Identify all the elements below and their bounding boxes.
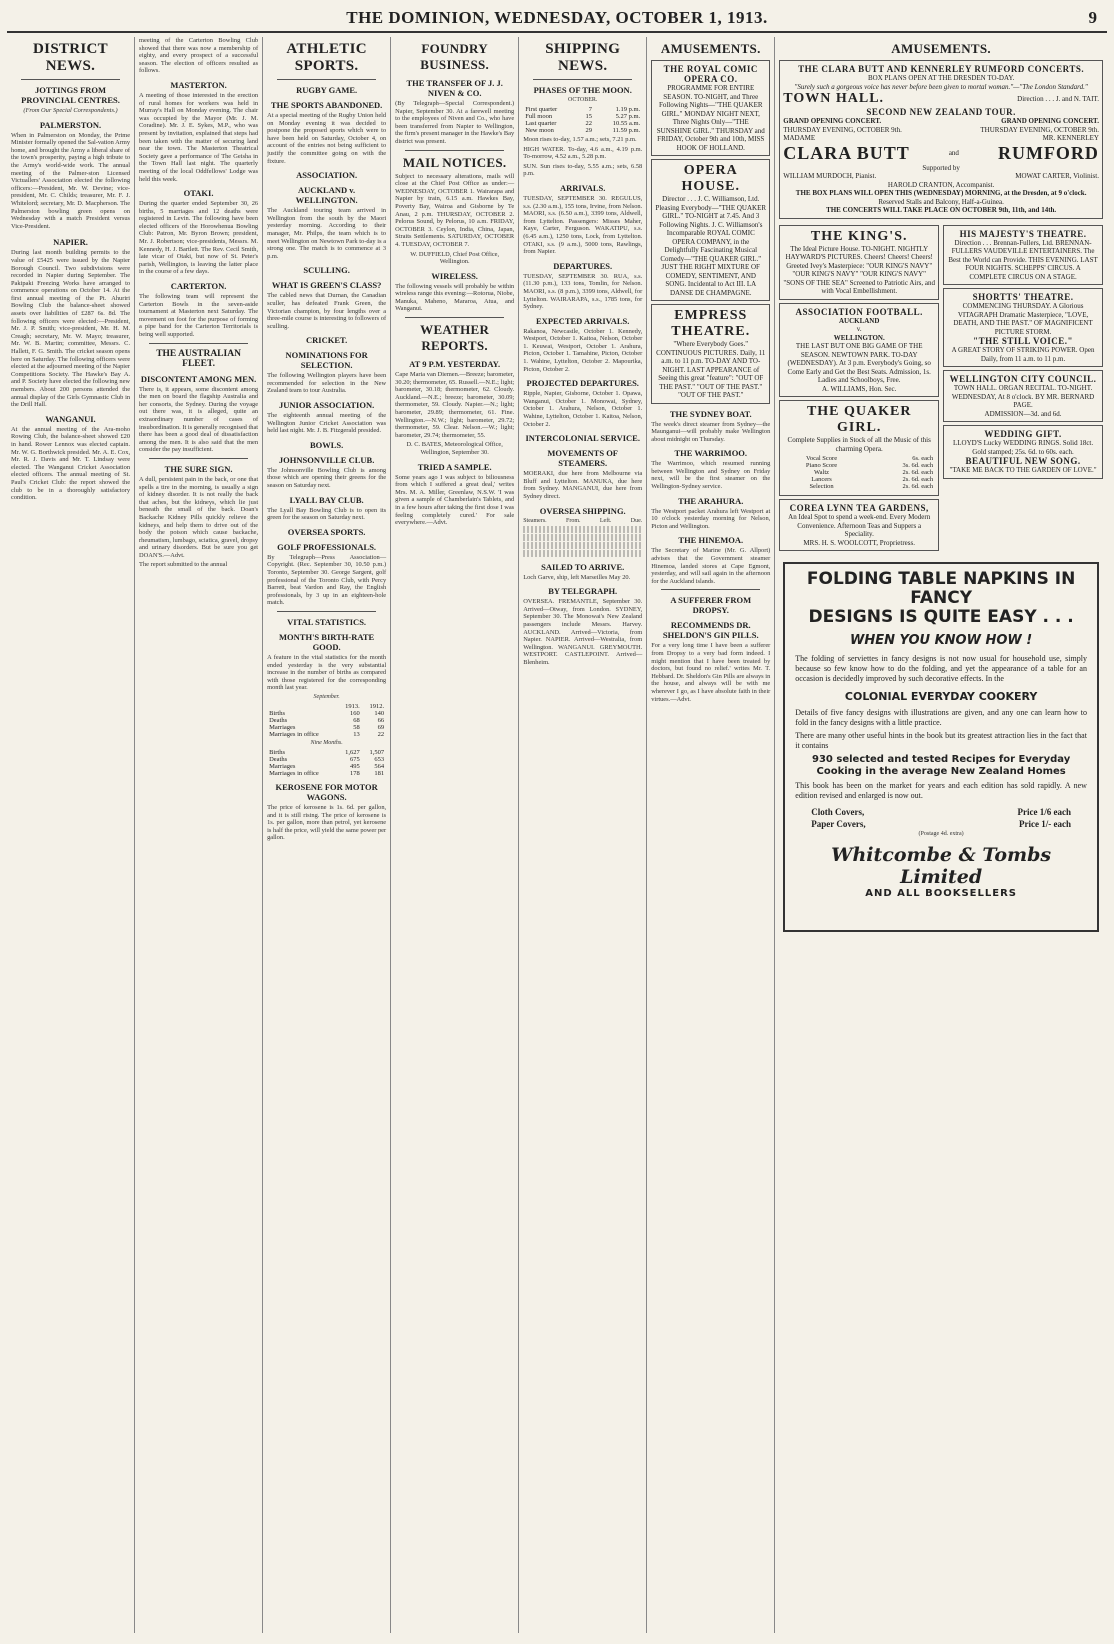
ad-headline: FOLDING TABLE NAPKINS IN FANCY	[806, 569, 1076, 608]
projected-heading: PROJECTED DEPARTURES.	[526, 378, 639, 389]
table-cell: 1,627	[345, 748, 360, 756]
thursday-date: THURSDAY EVENING, OCTOBER 9th.	[980, 125, 1099, 134]
weather-subheading: AT 9 P.M. YESTERDAY.	[409, 359, 501, 370]
murdoch: WILLIAM MURDOCH, Pianist.	[783, 172, 877, 180]
artist-labels-row	[783, 134, 1099, 143]
column-foundry-mail	[391, 37, 519, 1633]
ad-text: Details of five fancy designs with illustrations are given, and any one can learn how to fold in the fancy designs with a little practice.	[795, 708, 1087, 727]
divider	[21, 79, 120, 80]
article-text: When in Palmerston on Monday, the Prime Minister formally opened the Sal-vation Army home, and brought the Army a liberal share of the town's prosperity, paying a high tribute to the Army's world-wide work. The annual meeting of the Palmer-ston Licensed Victuallers' Association elected the following officers:—President, Mr. W. Devine; vice-president, Mr. C. Childs; treasurer, Mr. F. J. Whitelord; secretary, Mr. D. Macpherson. The Palmerston bowling green opens on Wednesday with a match President versus Vice-President.	[11, 131, 131, 230]
ad-title: OPERA HOUSE.	[681, 163, 741, 194]
tried-heading: TRIED A SAMPLE.	[417, 461, 492, 472]
paper-price: Price 1/- each	[1018, 819, 1071, 829]
bowls-heading: BOWLS.	[309, 439, 344, 450]
stats-table-nine-months	[267, 749, 386, 777]
stats-label: September.	[313, 693, 340, 700]
article-text: The following vessels will probably be within wireless range this evening:—Rotorua, Niobe, Manuka, Maheno, Mararoa, Atua, and Wanganui.	[395, 282, 515, 313]
ad-text: A GREAT STORY OF STRIKING POWER. Open Daily, from 11 a.m. to 11 p.m.	[951, 346, 1095, 363]
table-row	[523, 550, 642, 557]
madame-label: MADAME	[783, 134, 816, 142]
arrivals-heading: ARRIVALS.	[559, 182, 606, 193]
article-text: The price of kerosene is 1s. 6d. per gallon, and it is still rising. The price of kerosene is 1s. per gallon, more than petrol, yet kerosene is half the price, will yield the same power per gallon.	[267, 803, 387, 842]
table-row	[523, 113, 642, 120]
table-cell: 5.27 p.m.	[615, 113, 641, 120]
table-cell: Lancers	[811, 476, 832, 483]
table-cell: First quarter	[525, 106, 558, 113]
expected-heading: EXPECTED ARRIVALS.	[536, 315, 630, 326]
table-row	[267, 717, 386, 724]
article-text: The week's direct steamer from Sydney—the Maunganui—will probably make Wellington about midnight on Thursday.	[651, 420, 771, 443]
weather-heading: WEATHER REPORTS.	[420, 322, 490, 354]
sydney-heading: THE SYDNEY BOAT.	[669, 408, 752, 419]
ad-signature: A. WILLIAMS, Hon. Sec.	[822, 384, 897, 393]
ad-text: There are many other useful hints in the book but its greatest attraction lies in the fact that it contains	[795, 731, 1087, 750]
ad-title: EMPRESS THEATRE.	[671, 308, 751, 339]
ad-title: THE ROYAL COMIC OPERA CO.	[663, 64, 758, 84]
article-text: The following Wellington players have been recommended for selection in the New Zealand team to tour Australia.	[267, 372, 387, 395]
moon-table	[523, 106, 642, 134]
price-row	[811, 819, 1071, 829]
table-row	[267, 763, 386, 770]
ad-title: THE CLARA BUTT AND KENNERLEY RUMFORD CONCERTS.	[798, 64, 1085, 74]
article-text: The Warrimoo, which resumed running between Wellington and Sydney on Friday next, will be the first steamer on the Wellington-Sydney service.	[651, 460, 771, 491]
ad-director: Director . . . J. C. Williamson, Ltd.	[662, 195, 760, 203]
town-heading: WANGANUI.	[45, 413, 96, 424]
article-text: A meeting of those interested in the erection of rural homes for workers was held in Murray's Hall on Monday evening. The chair was occupied by the Mayor (Mr. J. M. Coradine). Mr. J. E. Sykes, M.P., who was present by invitation, explained that steps had been taken with the matter of securing land near the town. The Masterton Theatrical Society gave a performance of The Geisha in the Town Hall last night. The quarterly meeting of the local Oddfellows' Lodge was held this week.	[139, 91, 259, 183]
table-cell: 7	[588, 106, 593, 113]
ad-title: COREA LYNN TEA GARDENS,	[789, 503, 929, 513]
article-text: The Lyall Bay Bowling Club is to open its green for the season on Saturday next.	[267, 506, 387, 522]
fleet-heading: THE AUSTRALIAN FLEET.	[156, 348, 241, 369]
town-heading: NAPIER.	[53, 237, 88, 248]
section-heading: AMUSEMENTS.	[660, 41, 761, 56]
table-cell: 178	[350, 769, 360, 777]
ad-text: Complete Supplies in Stock of all the Music of this charming Opera.	[787, 436, 931, 453]
section-heading: SHIPPING NEWS.	[545, 41, 621, 74]
town-heading: PALMERSTON.	[39, 119, 102, 130]
bowls-subheading: JOHNSONVILLE CLUB.	[278, 454, 375, 465]
article-text: The Westport packet Arahura left Westport at 10 o'clock yesterday morning for Nelson, Picton and Wellington.	[651, 507, 771, 530]
article-text: OVERSEA. FREMANTLE, September 30. Arrived—Otway, from London. SYDNEY, September 30. The Monowai's New Zealand passengers include Messrs. Harvey. AUCKLAND. Arrived—Victoria, from Napier. NAPIER. Arrived—Westralia, from Wellington. WANGANUI. GREYMOUTH. WESTPORT. CASTLEPOINT. Arrived—Blenheim.	[523, 598, 643, 666]
table-row	[523, 534, 642, 541]
divider	[277, 79, 376, 80]
junior-heading: JUNIOR ASSOCIATION.	[278, 400, 375, 411]
ad-text: The folding of serviettes in fancy designs is not now usual for household use, simply because so few know how to do the folding, and yet the appearance of a table for an occasion is decidedly improved by such decorative effects. In the	[795, 654, 1087, 683]
sure-sign-heading: THE SURE SIGN.	[164, 463, 233, 474]
table-row	[523, 106, 642, 113]
subheading: JOTTINGS FROM PROVINCIAL CENTRES.	[21, 85, 120, 105]
table-cell: Vocal Score	[805, 455, 838, 462]
moon-rises: Moon rises to-day, 1.57 a.m.; sets, 7.21 p.m.	[523, 136, 637, 143]
warrimoo-heading: THE WARRIMOO.	[674, 448, 748, 459]
town-heading: OTAKI.	[183, 188, 214, 199]
ad-title: SHORTTS' THEATRE.	[972, 292, 1074, 302]
vital-heading: VITAL STATISTICS.	[287, 616, 367, 627]
ad-title: THE KING'S.	[810, 228, 908, 244]
ad-subcolumn-left	[779, 222, 939, 555]
table-header: Steamers.	[523, 517, 547, 524]
ad-kings-theatre	[779, 225, 939, 300]
sailed-heading: SAILED TO ARRIVE.	[541, 561, 625, 572]
table-header: Due.	[630, 517, 643, 524]
lyall-heading: LYALL BAY CLUB.	[289, 494, 364, 505]
table-cell: 2s. 6d. each	[902, 476, 934, 483]
stats-table-september	[267, 703, 386, 738]
table-cell: 2s. 6d. each	[902, 469, 934, 476]
article-text: The report submitted to the annual	[139, 561, 228, 569]
ad-text: Direction . . . Brennan-Fullers, Ltd. BRENNAN-FULLERS VAUDEVILLE ENTERTAINERS. The Best the World can Provide. THIS EVENING. LAST FOUR NIGHTS. SCHEPPS' CIRCUS. A COMPLETE CIRCUS ON A STAGE.	[948, 238, 1098, 281]
divider	[149, 458, 248, 459]
ad-opera-house	[651, 159, 770, 301]
price-table	[783, 455, 935, 490]
article-text: For a very long time I have been a sufferer from Dropsy to a very bad form indeed. I might mention that I have been treated by doctors, but found no relief.' writes Mr. T. Hebbard. Dr. Sheldon's Gin Pills are always in the house, and always will be with me wherever I go, as I have absolute faith in their virtues.—Advt.	[651, 642, 771, 703]
article-text: meeting of the Carterton Bowling Club showed that there was now a membership of eighty, and every prospect of a successful season. The election of officers resulted as follows.	[139, 37, 259, 75]
article-text: A feature in the vital statistics for the month ended yesterday is the very substantial increase in the number of births as compared with those registered for the corresponding month last year.	[267, 653, 387, 692]
table-cell: 653	[374, 755, 385, 763]
dropsy-heading: A SUFFERER FROM DROPSY.	[670, 595, 752, 616]
article-text: At the annual meeting of the Ara-moho Rowing Club, the balance-sheet showed £20 in hand. Rower Lennox was elected captain. Mr. W. G. Borthwick presided. Mr. A. E. Cox, Mr. R. J. Davis and Mr. T. Lindsay were elected. The Wanganui Cricket Association elected officers. The annual meeting of St. Paul's Cricket Club: the report showed the club to be in a thoroughly satisfactory condition.	[11, 425, 131, 502]
ad-text: This book has been on the market for years and each edition has sold rapidly. A new edition revised and enlarged is now out.	[795, 781, 1087, 800]
table-row	[267, 770, 386, 777]
divider	[277, 611, 376, 612]
article-text: (By Telegraph—Special Correspondent.) Napier, September 30. At a farewell meeting to the employees of Niven and Co., who have been transferred from Napier to Wellington, the firm's present manager in the Hawke's Bay district was present.	[395, 100, 515, 145]
page-number: 9	[1088, 8, 1097, 27]
article-text: By Telegraph—Press Association—Copyright. (Rec. September 30, 10.50 p.m.) Toronto, September 30. George Sargent, golf professional of the Toronto Club, with Percy Barrett, beat Vardon and Ray, the English professionals, by 3 up in an eighteen-hole match.	[267, 553, 387, 607]
table-row	[783, 469, 935, 476]
ad-clara-butt-concert	[779, 60, 1103, 219]
high-water: HIGH WATER. To-day, 4.6 a.m., 4.19 p.m. To-morrow, 4.52 a.m., 5.28 p.m.	[523, 145, 643, 161]
stats-label: Nine Months.	[310, 739, 343, 746]
cloth-price: Price 1/6 each	[1017, 807, 1071, 817]
article-text: During last month building permits to the value of £5425 were issued by the Napier Borough Council. Two subdivisions were recorded in Napier during September. The Pakipaki Freezing Works have arranged to commence operations on October 14. At the first annual meeting of the Pt. Ahuriri Bowling Club the balance-sheet showed assets over liabilities of £287 6s. 8d. The following officers were elected:—President, Mr. J. P. Smith; vice-president, Mr. H. M. Creagh; secretary, Mr. W. Mayo; treasurer, Mr. W. B. Martin; committee, Messrs. C. Hallett, F. G. Smith. The cricket season opens here on Saturday. The following officers were elected at the adjourned meeting of the Napier Competitions Society. The Hawke's Bay A. and P. Society have elected the following new members. About 200 persons attended the annual display of the Girls Gymnastic Club in the Drill Hall.	[11, 249, 131, 409]
cricket-subheading: NOMINATIONS FOR SELECTION.	[285, 350, 368, 371]
table-row	[267, 731, 386, 738]
town-heading: CARTERTON.	[170, 281, 227, 292]
table-cell: Marriages	[269, 762, 296, 770]
hinemoa-heading: THE HINEMOA.	[678, 535, 744, 546]
weather-signature: D. C. BATES, Meteorological Office, Wellington, September 30.	[406, 441, 503, 456]
grand-row	[783, 117, 1099, 126]
divider	[405, 317, 504, 318]
foundry-subheading: THE TRANSFER OF J. J. NIVEN & CO.	[406, 78, 503, 98]
moon-month: OCTOBER.	[568, 97, 598, 103]
ad-text: THE LAST BUT ONE BIG GAME OF THE SEASON. NEWTOWN PARK. TO-DAY (WEDNESDAY). At 3 p.m. Everybody's Going, so Come Early and Get the Best Seats. Admission, 1s. Ladies and Schoolboys, Free.	[787, 342, 931, 384]
table-cell: 181	[374, 769, 385, 777]
ad-his-majestys-theatre	[943, 225, 1103, 286]
ad-text: Pleasing Everybody—"THE QUAKER GIRL." TO-NIGHT at 7.45. And 3 Following Nights. J. C. Williamson's Incomparable ROYAL COMIC OPERA COMPANY, in the Delightfully Fascinating Musical Comedy—"THE QUAKER GIRL." JUST THE RIGHT MIXTURE OF COMEDY, SENTIMENT, AND SONG. Incidental to Act III. LA DANSE DE CHAMPAGNE.	[655, 203, 767, 297]
table-cell: 10.55 a.m.	[612, 120, 641, 127]
table-header: Left.	[599, 517, 612, 524]
section-heading: DISTRICT NEWS.	[33, 41, 108, 74]
table-cell: 68	[353, 716, 360, 724]
table-cell: 495	[350, 762, 360, 770]
wireless-heading: WIRELESS.	[431, 270, 478, 281]
ad-tagline: WHEN YOU KNOW HOW !	[850, 633, 1033, 648]
sculling-subheading: WHAT IS GREEN'S CLASS?	[271, 280, 382, 291]
section-heading: FOUNDRY BUSINESS.	[420, 41, 490, 72]
ad-title: HIS MAJESTY'S THEATRE.	[959, 228, 1087, 239]
song-title: BEAUTIFUL NEW SONG.	[965, 456, 1081, 466]
table-cell: Piano Score	[805, 462, 838, 469]
ad-text: TOWN HALL. ORGAN RECITAL. TO-NIGHT. WEDNESDAY, At 8 o'clock. BY MR. BERNARD PAGE.	[951, 384, 1095, 409]
table-cell: 2s. 6d. each	[902, 483, 934, 490]
article-text: TUESDAY, SEPTEMBER 30. REGULUS, s.s. (2.30 a.m.), 155 tons, Irvine, from Nelson. MAORI, s.s. (6.50 a.m.), 3399 tons, Aldwell, from Lyttelton. Passengers: Misses Maher, Kaye, Carter, Ferguson. WAKATIPU, s.s. (6.45 a.m.), 1250 tons, Lock, from Lyttelton. OTAKI, s.s. (9 a.m.), 5000 tons, Rawlings, from Napier.	[523, 194, 643, 256]
article-text: Cape Maria van Diemen.—Breeze; barometer, 30.20; thermometer, 65. Russell.—N.E.; light; barometer, 30.18; thermometer, 62. Cloudy. Auckland.—N.E.; breeze; barometer, 30.09; thermometer, 59. Cloudy. Napier.—N.; light; barometer, 29.89; thermometer, 61. Fine. Wellington.—N.W.; light; barometer, 29.72; thermometer, 59. Clear. Nelson.—W.; light; barometer, 29.74; thermometer, 55.	[395, 371, 515, 439]
town-direction: Direction . . . J. and N. TAIT.	[1017, 94, 1099, 103]
table-header: 1913.	[345, 702, 360, 710]
box-plans: THE BOX PLANS WILL OPEN THIS (WEDNESDAY) MORNING, at the Dresden, at 9 o'clock.	[795, 189, 1087, 197]
table-cell: 13	[353, 730, 360, 738]
column-district-continued	[135, 37, 263, 1633]
article-text: Subject to necessary alterations, mails will close at the Chief Post Office as under:—WEDNESDAY, OCTOBER 1. Wairarapa and Napier by train, 6.15 a.m. Hawkes Bay, Poverty Bay, Wairoa and Gisborne by Te Anau, 2 p.m. THURSDAY, OCTOBER 2. Pelorus Sound, by Pelorus, 10 a.m. FRIDAY, OCTOBER 3. Ceylon, India, China, Japan, Straits Settlements. SATURDAY, OCTOBER 4. TUESDAY, OCTOBER 7.	[395, 172, 515, 248]
table-header: From.	[566, 517, 581, 524]
table-cell: 15	[585, 113, 593, 120]
moon-heading: PHASES OF THE MOON.	[533, 85, 632, 95]
ad-text: "TAKE ME BACK TO THE GARDEN OF LOVE."	[949, 466, 1097, 474]
ad-text: The Ideal Picture House. TO-NIGHT. NIGHTLY HAYWARD'S PICTURES. Cheers! Cheers! Cheers! Greeted Ivey's Masterpiece: "OUR KING'S NAVY" "OUR KING'S NAVY" "OUR KING'S NAVY" "SONS OF THE SEA" Screened to Patriotic Airs, and with Vocal Embellishment.	[783, 244, 935, 295]
table-row	[783, 483, 935, 490]
table-cell: 22	[585, 120, 593, 127]
table-cell: Last quarter	[525, 120, 557, 127]
rugby-subheading: THE SPORTS ABANDONED.	[270, 100, 383, 110]
paper-label: Paper Covers,	[811, 819, 866, 829]
column-district-news	[7, 37, 135, 1633]
table-cell: 69	[377, 723, 385, 731]
ad-title: ASSOCIATION FOOTBALL.	[795, 306, 923, 317]
thursday-date: THURSDAY EVENING, OCTOBER 9th.	[783, 125, 902, 134]
table-row	[267, 749, 386, 756]
column-amusements-right	[775, 37, 1107, 1633]
table-row	[267, 710, 386, 717]
dropsy-subheading: RECOMMENDS DR. SHELDON'S GIN PILLS.	[662, 620, 759, 641]
concert-dates: THE CONCERTS WILL TAKE PLACE ON OCTOBER 9th, 11th, and 14th.	[826, 206, 1057, 214]
cricket-heading: CRICKET.	[306, 335, 348, 346]
ad-title: WEDDING GIFT.	[984, 429, 1062, 439]
team-a: AUCKLAND	[838, 316, 880, 325]
table-cell: 1.19 p.m.	[615, 106, 641, 113]
ad-city-council	[943, 370, 1103, 422]
sun-times: SUN. Sun rises to-day, 5.55 a.m.; sets, 6.58 p.m.	[523, 162, 643, 178]
article-text: Ripple, Napier, Gisborne, October 1. Opawa, Wanganui, October 1. Monowai, Sydney, October 1. Arahura, Nelson, October 1. Wahine, Lyttelton, October 1. Kaitoa, Nelson, October 2.	[523, 390, 643, 428]
table-cell: Full moon	[525, 113, 553, 120]
voice-title: "THE STILL VOICE."	[973, 336, 1074, 346]
table-cell: Marriages in office	[269, 769, 319, 777]
columns	[7, 37, 1107, 1633]
table-row	[267, 724, 386, 731]
ad-book-title: COLONIAL EVERYDAY COOKERY	[844, 690, 1038, 703]
ad-title: THE QUAKER GIRL.	[806, 404, 912, 435]
ad-folding-napkins	[783, 562, 1099, 932]
table-row	[523, 120, 642, 127]
table-cell: Marriages	[269, 723, 296, 731]
table-cell: Births	[269, 709, 285, 717]
departures-heading: DEPARTURES.	[553, 260, 613, 271]
ad-text: An Ideal Spot to spend a week-end. Every Modern Convenience. Afternoon Teas and Suppers a Speciality.	[788, 513, 931, 538]
and-label: and	[948, 148, 959, 157]
town-hall-row	[783, 91, 1099, 107]
table-cell: Deaths	[269, 716, 288, 724]
brand-name: Whitcombe & Tombs Limited	[831, 844, 1052, 888]
town-heading: MASTERTON.	[170, 79, 227, 90]
ad-title: WELLINGTON CITY COUNCIL.	[949, 374, 1097, 384]
article-text: The eighteenth annual meeting of the Wellington Junior Cricket Association was held last night. Mr. J. B. Fitzgerald presided.	[267, 412, 387, 435]
oversea-header-row	[523, 518, 642, 525]
tour-line: SECOND NEW ZEALAND TOUR.	[866, 107, 1016, 117]
oversea-heading: OVERSEA SPORTS.	[287, 526, 366, 537]
rumford-name: RUMFORD	[997, 142, 1099, 163]
table-cell: New moon	[525, 127, 554, 134]
rugby-heading: RUGBY GAME.	[296, 85, 358, 95]
fleet-subheading: DISCONTENT AMONG MEN.	[140, 373, 257, 384]
mail-signature: W. DUFFIELD, Chief Post Office, Wellington.	[410, 250, 500, 266]
ad-text: LLOYD'S Lucky WEDDING RINGS. Solid 18ct. Gold stamped; 25s. 6d. to 60s. each.	[952, 439, 1094, 456]
oversea-heading: OVERSEA SHIPPING.	[539, 505, 626, 516]
table-row	[267, 756, 386, 763]
intercolonial-heading: INTERCOLONIAL SERVICE.	[525, 433, 640, 444]
byline: (From Our Special Correspondents.)	[23, 107, 118, 114]
table-row	[783, 462, 935, 469]
article-text: TUESDAY, SEPTEMBER 30. RUA, s.s. (11.30 p.m.), 133 tons, Tomlin, for Nelson. MAORI, s.s. (8 p.m.), 3399 tons, Aldwell, for Lyttelton. WAIRARAPA, s.s., 1785 tons, for Sydney.	[523, 272, 643, 311]
article-text: A dull, persistent pain in the back, or one that spells a tire in the morning, is usually a sign of kidney disorder. It is not really the back that aches, but the kidneys, which lie just beneath the small of the back. Doan's Backache Kidney Pills quickly relieve the kidneys, and help them to drive out of the body the poison which cause backache, rheumatism, lumbago, sciatica, gravel, dropsy and urinary disorders. But be sure you get DOAN'S.—Advt.	[139, 475, 259, 559]
table-cell: 66	[377, 716, 385, 724]
carter: MOWAT CARTER, Violinist.	[1015, 172, 1099, 180]
supporting-artists-row	[783, 172, 1099, 181]
table-cell: 11.59 p.m.	[612, 127, 641, 134]
article-text: During the quarter ended September 30, 26 births, 5 marriages and 12 deaths were registered in Levin. The following have been elected officers of the Horowhenua Bowling Club: Patron, Mr. Byron Brown; president, Mr. J. Robertson; vice-presidents, Messrs. M. Kennedy, H. J. Bartlett. The Rev. Cecil Smith, late vicar of Otaki, but now of St. Peter's parish, Wellington, is leaving the latter place in the course of a few days.	[139, 200, 259, 276]
article-text: There is, it appears, some discontent among the men on board the flagship Australia and her consorts, the Sydney. During the voyage out there was, it is alleged, quite an extraordinary number of cases of insubordination. It is generally recognised that there has been a good deal of dissatisfaction among the men. It is also said that the men consider the pay insufficient.	[139, 385, 259, 454]
table-row	[523, 542, 642, 549]
section-heading: AMUSEMENTS.	[891, 41, 991, 56]
ad-corea-lynn	[779, 499, 939, 551]
ad-subcolumns	[779, 222, 1103, 555]
table-row	[783, 455, 935, 462]
table-cell: 22	[377, 730, 385, 738]
ad-box-plans: BOX PLANS OPEN AT THE DRESDEN TO-DAY.	[867, 74, 1015, 82]
table-row	[783, 476, 935, 483]
table-cell: 29	[585, 127, 593, 134]
article-text: Loch Garve, ship, left Marseilles May 20.	[523, 573, 631, 581]
grand-opening: GRAND OPENING CONCERT.	[783, 117, 882, 125]
supported-by: Supported by	[922, 163, 960, 172]
article-text: The following team will represent the Carterton Bowls in the seven-aside tournament at Masterton next Saturday. The movement on foot for the purpose of forming a pipe band for the Carterton Territorials is being well supported.	[139, 293, 259, 338]
grand-opening: GRAND OPENING CONCERT.	[1001, 117, 1099, 125]
column-amusements-left	[647, 37, 775, 1633]
ad-quote: "Surely such a gorgeous voice has never before been given to mortal woman."—"The London Standard."	[794, 82, 1088, 91]
table-cell: 3s. 6d. each	[902, 462, 934, 469]
mr-label: MR. KENNERLEY	[1042, 134, 1099, 142]
mail-heading: MAIL NOTICES.	[402, 154, 507, 170]
ad-empress-theatre	[651, 304, 770, 404]
masthead-title: THE DOMINION, WEDNESDAY, OCTOBER 1, 1913.	[346, 8, 768, 27]
table-cell: 58	[353, 723, 360, 731]
newspaper-page	[7, 4, 1107, 1634]
article-text: The Secretary of Marine (Mr. G. Allport) advises that the Government steamer Hinemoa, landed stores at Cape Egmont, yesterday, and will sail again in the afternoon for the Auckland islands.	[651, 547, 771, 585]
divider	[149, 343, 248, 344]
divider	[661, 589, 760, 590]
article-text: The Auckland touring team arrived in Wellington from the south by the Maori yesterday morning. According to their manager, Mr. Philps, the team which is to meet Wellington on Newtown Park to-day is a strong one. The match is to commence at 3 p.m.	[267, 207, 387, 260]
booksellers: AND ALL BOOKSELLERS	[865, 888, 1017, 899]
table-cell: Marriages in office	[269, 730, 319, 738]
association-subheading: AUCKLAND v. WELLINGTON.	[295, 185, 358, 206]
masthead	[7, 4, 1107, 33]
cranton: HAROLD CRANTON, Accompanist.	[887, 180, 995, 189]
ad-signature: MRS. H. S. WOOLCOTT, Proprietress.	[803, 538, 915, 547]
ad-text: "Where Everybody Goes." CONTINUOUS PICTURES. Daily, 11 a.m. to 11 p.m. TO-DAY AND TO-NIGHT. LAST APPEARANCE of Seeing this great "feature": "OUT OF THE PAST." "OUT OF THE PAST." "OUT OF THE PAST."	[656, 340, 766, 399]
article-text: The cabled news that Durnan, the Canadian sculler, has defeated Frank Green, the Victorian champion, by four lengths over a three-mile course is interesting to followers of sculling.	[267, 292, 387, 330]
table-cell: Births	[269, 748, 285, 756]
ad-subcolumn-right	[943, 222, 1103, 555]
table-cell: 675	[350, 755, 360, 763]
artist-names-row	[783, 143, 1099, 164]
table-cell: 1,507	[369, 748, 385, 756]
team-b: WELLINGTON.	[833, 333, 885, 342]
table-row	[523, 526, 642, 533]
sculling-heading: SCULLING.	[303, 265, 350, 276]
thursday-row	[783, 126, 1099, 135]
column-athletic-sports	[263, 37, 391, 1633]
kerosene-heading: KEROSENE FOR MOTOR WAGONS.	[275, 781, 378, 802]
versus: v.	[856, 325, 862, 333]
reserved: Reserved Stalls and Balcony, Half-a-Guinea.	[878, 197, 1004, 206]
golf-heading: GOLF PROFESSIONALS.	[277, 541, 377, 552]
association-heading: ASSOCIATION.	[296, 170, 358, 181]
article-text: Rakanoa, Newcastle, October 1. Kennedy, Westport, October 1. Kaitoa, Nelson, October 1. Keuwai, Westport, October 1. Arahura, Picton, October 1. Tamahine, Picton, October 1. Wahine, Lyttelton, October 2. Mapourika, Picton, October 2.	[523, 327, 643, 373]
town-hall: TOWN HALL.	[783, 91, 885, 106]
intercolonial-subheading: MOVEMENTS OF STEAMERS.	[547, 448, 619, 469]
divider	[533, 79, 632, 80]
article-text: At a special meeting of the Rugby Union held on Monday evening it was decided to postpone the proposed sports which were to have been held on Saturday, October 4, on account of the entries not being sufficient to justify the committee going on with the fixture.	[267, 112, 387, 165]
table-cell: Waltz	[814, 469, 830, 476]
table-row	[267, 703, 386, 710]
vital-subheading: MONTH'S BIRTH-RATE GOOD.	[279, 631, 375, 652]
article-text: The Johnsonville Bowling Club is among those which are opening their greens for the season on Saturday next.	[267, 466, 387, 490]
telegraph-heading: BY TELEGRAPH.	[548, 586, 618, 597]
table-cell: Deaths	[269, 755, 288, 763]
price-row	[811, 807, 1071, 817]
article-text: MOERAKI, due here from Melbourne via Bluff and Lyttelton. MANUKA, due here from Sydney. MANGANUI, due here from Sydney direct.	[523, 470, 643, 500]
ad-shortts-theatre	[943, 288, 1103, 367]
ad-headline: DESIGNS IS QUITE EASY . . .	[808, 607, 1074, 627]
table-cell: Selection	[809, 483, 834, 490]
ad-text: PROGRAMME FOR ENTIRE SEASON. TO-NIGHT, and Three Following Nights—"THE QUAKER GIRL." MONDAY NIGHT NEXT, Three Nights Only—"THE SUNSHINE GIRL." THURSDAY and FRIDAY, October 9th and 10th, MISS HOOK OF HOLLAND.	[656, 84, 765, 152]
table-cell: 564	[374, 762, 385, 770]
table-header: 1912.	[369, 702, 385, 710]
cloth-label: Cloth Covers,	[811, 807, 865, 817]
divider	[405, 150, 504, 151]
ad-royal-comic-opera	[651, 60, 770, 156]
ad-wedding-gift	[943, 425, 1103, 479]
postage-note: (Postage 4d. extra)	[918, 831, 964, 837]
ad-text: COMMENCING THURSDAY. A Glorious VITAGRAPH Dramatic Masterpiece, "LOVE, DEATH, AND THE PAST." OF MAGNIFICENT PICTURE STORM.	[953, 302, 1093, 336]
column-shipping-news	[519, 37, 647, 1633]
ad-recipes: 930 selected and tested Recipes for Everyday Cooking in the average New Zealand Homes	[812, 754, 1071, 777]
table-row	[523, 127, 642, 134]
table-cell: 160	[350, 709, 360, 717]
arahura-heading: THE ARAHURA.	[678, 495, 744, 506]
table-cell: 140	[374, 709, 385, 717]
ad-quaker-girl-music	[779, 400, 939, 496]
clara-butt-name: CLARA BUTT	[783, 142, 910, 163]
ad-association-football	[779, 303, 939, 398]
section-heading: ATHLETIC SPORTS.	[286, 41, 367, 74]
article-text: Some years ago I was subject to biliousness from which I suffered a great deal,' writes Mrs. M. A. Miller, Greenlaw, N.S.W. 'I was given a sample of Chamberlain's Tablets, and in a few hours after taking the first dose I was feeling completely cured.' For sale everywhere.—Advt.	[395, 473, 515, 527]
ad-admission: ADMISSION—3d. and 6d.	[984, 409, 1062, 418]
table-cell: 6s. each	[912, 455, 934, 462]
